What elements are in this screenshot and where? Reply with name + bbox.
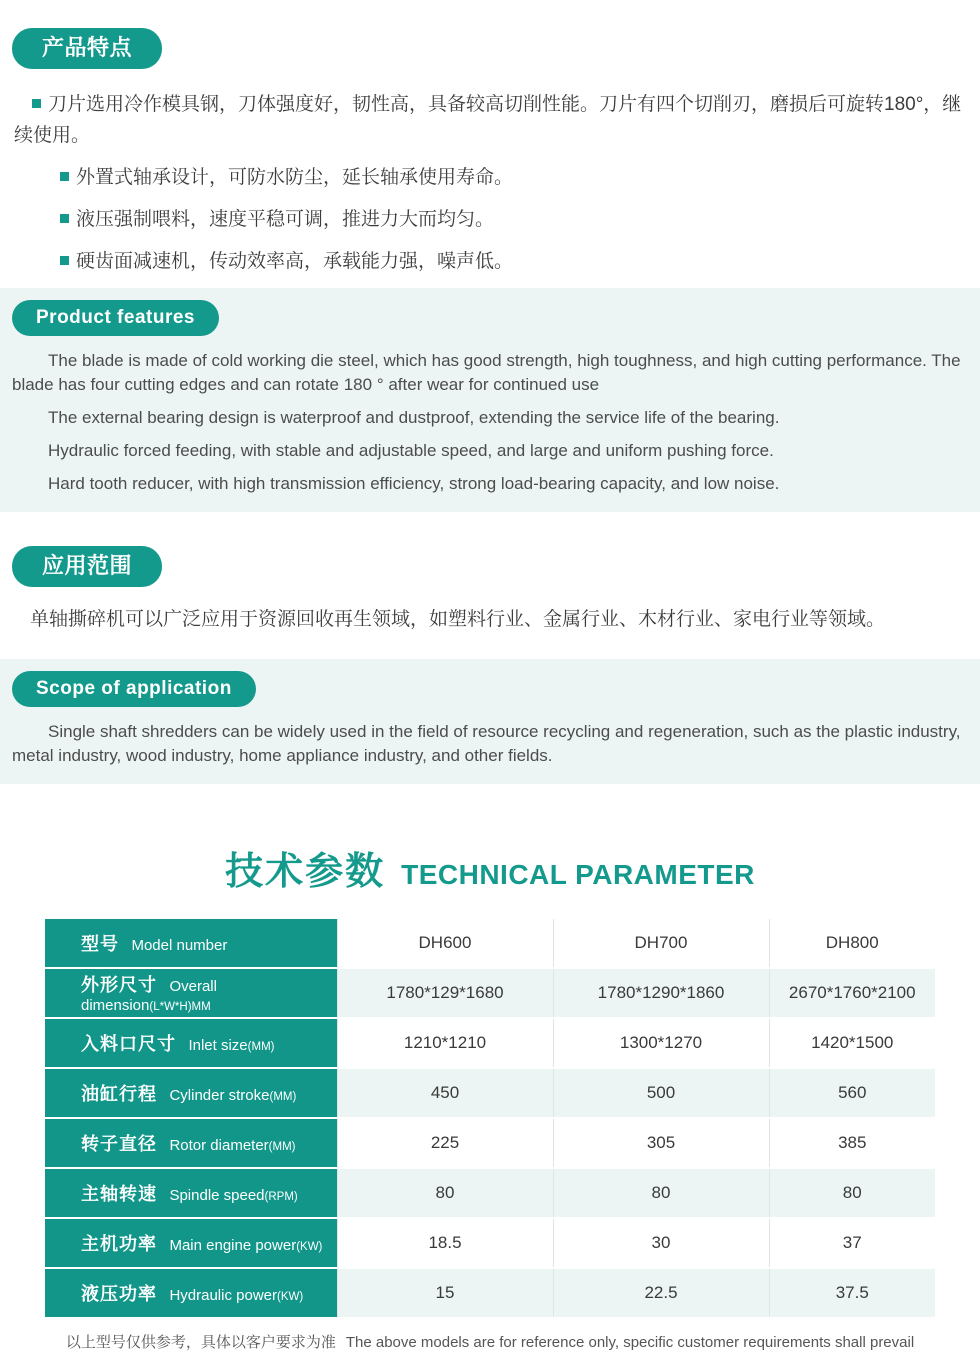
technical-parameter-heading	[0, 840, 980, 895]
feature-bullet-text: 液压强制喂料，速度平稳可调，推进力大而均匀。	[76, 209, 495, 230]
feature-bullet	[60, 162, 966, 193]
table-row	[45, 1218, 935, 1268]
spec-value-cell: 37	[769, 1218, 935, 1268]
spec-value-cell: 385	[769, 1118, 935, 1168]
model-header-cell: DH600	[337, 919, 553, 968]
technical-parameter-table	[45, 919, 935, 1319]
feature-bullet-text: 刀片选用冷作模具钢，刀体强度好，韧性高，具备较高切削性能。刀片有四个切削刃，磨损后可旋转180°，继续使用。	[14, 94, 962, 146]
spec-value-cell: 80	[337, 1168, 553, 1218]
label-cn: 油缸行程	[81, 1084, 157, 1104]
features-en-paragraph: Hydraulic forced feeding, with stable and adjustable speed, and large and uniform pushing force.	[48, 441, 774, 460]
bullet-square-icon	[60, 172, 69, 181]
label-en: Model number	[131, 937, 228, 954]
label-cn: 外形尺寸	[81, 975, 157, 995]
bullet-square-icon	[32, 99, 41, 108]
spec-value-cell: 560	[769, 1068, 935, 1118]
spec-row-label	[45, 1018, 337, 1068]
label-en: Rotor diameter	[169, 1137, 269, 1154]
spec-value-cell: 450	[337, 1068, 553, 1118]
model-number-label-cell	[45, 919, 337, 968]
tech-title-en: TECHNICAL PARAMETER	[401, 859, 755, 890]
spec-row-label	[45, 1218, 337, 1268]
product-features-en-badge: Product features	[12, 300, 219, 336]
spec-value-cell: 1210*1210	[337, 1018, 553, 1068]
spec-value-cell: 80	[553, 1168, 769, 1218]
features-en-paragraph: Hard tooth reducer, with high transmission efficiency, strong load-bearing capacity, and low noise.	[48, 474, 780, 493]
spec-value-cell: 18.5	[337, 1218, 553, 1268]
spec-value-cell: 22.5	[553, 1268, 769, 1318]
spec-value-cell: 1780*129*1680	[337, 968, 553, 1018]
feature-bullet	[60, 204, 966, 235]
spec-row-label	[45, 1118, 337, 1168]
label-en: Main engine power	[169, 1237, 297, 1254]
label-unit: (MM)	[268, 1141, 296, 1153]
label-en: Hydraulic power	[169, 1287, 277, 1304]
spec-value-cell: 500	[553, 1068, 769, 1118]
label-cn: 主机功率	[81, 1234, 157, 1254]
spec-row-label	[45, 968, 337, 1018]
tech-title-cn: 技术参数	[225, 851, 386, 893]
table-row	[45, 1118, 935, 1168]
scope-cn-text: 单轴撕碎机可以广泛应用于资源回收再生领域，如塑料行业、金属行业、木材行业、家电行业等领域。	[30, 609, 886, 630]
table-row	[45, 1168, 935, 1218]
spec-value-cell: 1300*1270	[553, 1018, 769, 1068]
table-row	[45, 968, 935, 1018]
feature-bullet-text: 硬齿面减速机，传动效率高，承载能力强，噪声低。	[76, 251, 514, 272]
spec-value-cell: 37.5	[769, 1268, 935, 1318]
label-unit: (MM)	[247, 1041, 275, 1053]
features-en-paragraph: The external bearing design is waterproof and dustproof, extending the service life of the bearing.	[48, 408, 780, 427]
spec-value-cell: 305	[553, 1118, 769, 1168]
footnote	[0, 1331, 980, 1352]
scope-en-paragraph: Single shaft shredders can be widely used in the field of resource recycling and regeneration, such as the plastic industry, metal industry, wood industry, home appliance industry, and other fields.	[12, 722, 961, 765]
table-row	[45, 1268, 935, 1318]
label-cn: 主轴转速	[81, 1184, 157, 1204]
spec-value-cell: 1780*1290*1860	[553, 968, 769, 1018]
table-row	[45, 1068, 935, 1118]
section-scope-cn	[0, 512, 980, 635]
label-en: Inlet size	[188, 1037, 248, 1054]
footnote-cn: 以上型号仅供参考，具体以客户要求为准	[65, 1334, 336, 1351]
label-unit: (L*W*H)MM	[149, 1001, 211, 1013]
label-unit: (KW)	[277, 1291, 304, 1303]
section-product-features-en	[0, 288, 980, 512]
label-cn: 转子直径	[81, 1134, 157, 1154]
feature-bullet	[60, 246, 966, 277]
bullet-square-icon	[60, 256, 69, 265]
label-en: Overall dimension	[81, 978, 217, 1014]
product-features-cn-badge: 产品特点	[12, 28, 162, 69]
spec-value-cell: 80	[769, 1168, 935, 1218]
bullet-square-icon	[60, 214, 69, 223]
section-scope-en	[0, 659, 980, 784]
spec-value-cell: 1420*1500	[769, 1018, 935, 1068]
footnote-en: The above models are for reference only, specific customer requirements shall prevail	[345, 1334, 915, 1351]
label-cn: 入料口尺寸	[81, 1034, 176, 1054]
spec-row-label	[45, 1168, 337, 1218]
model-header-cell: DH800	[769, 919, 935, 968]
model-header-cell: DH700	[553, 919, 769, 968]
spec-row-label	[45, 1268, 337, 1318]
scope-cn-badge: 应用范围	[12, 546, 162, 587]
table-row	[45, 1018, 935, 1068]
feature-bullet	[14, 89, 966, 151]
table-header-row	[45, 919, 935, 968]
features-en-paragraph: The blade is made of cold working die steel, which has good strength, high toughness, and high cutting performance. The blade has four cutting edges and can rotate 180 ° after wear for continued use	[12, 351, 961, 394]
label-cn: 液压功率	[81, 1284, 157, 1304]
feature-bullet-text: 外置式轴承设计，可防水防尘，延长轴承使用寿命。	[76, 167, 514, 188]
section-product-features-cn	[0, 0, 980, 277]
label-en: Spindle speed	[169, 1187, 265, 1204]
spec-value-cell: 225	[337, 1118, 553, 1168]
scope-en-badge: Scope of application	[12, 671, 256, 707]
spec-value-cell: 30	[553, 1218, 769, 1268]
label-unit: (RPM)	[264, 1191, 298, 1203]
spec-value-cell: 2670*1760*2100	[769, 968, 935, 1018]
feature-bullet-list	[0, 89, 980, 277]
spec-value-cell: 15	[337, 1268, 553, 1318]
label-unit: (KW)	[296, 1241, 323, 1253]
label-unit: (MM)	[269, 1091, 297, 1103]
spec-row-label	[45, 1068, 337, 1118]
label-cn: 型号	[81, 934, 119, 954]
label-en: Cylinder stroke	[169, 1087, 270, 1104]
